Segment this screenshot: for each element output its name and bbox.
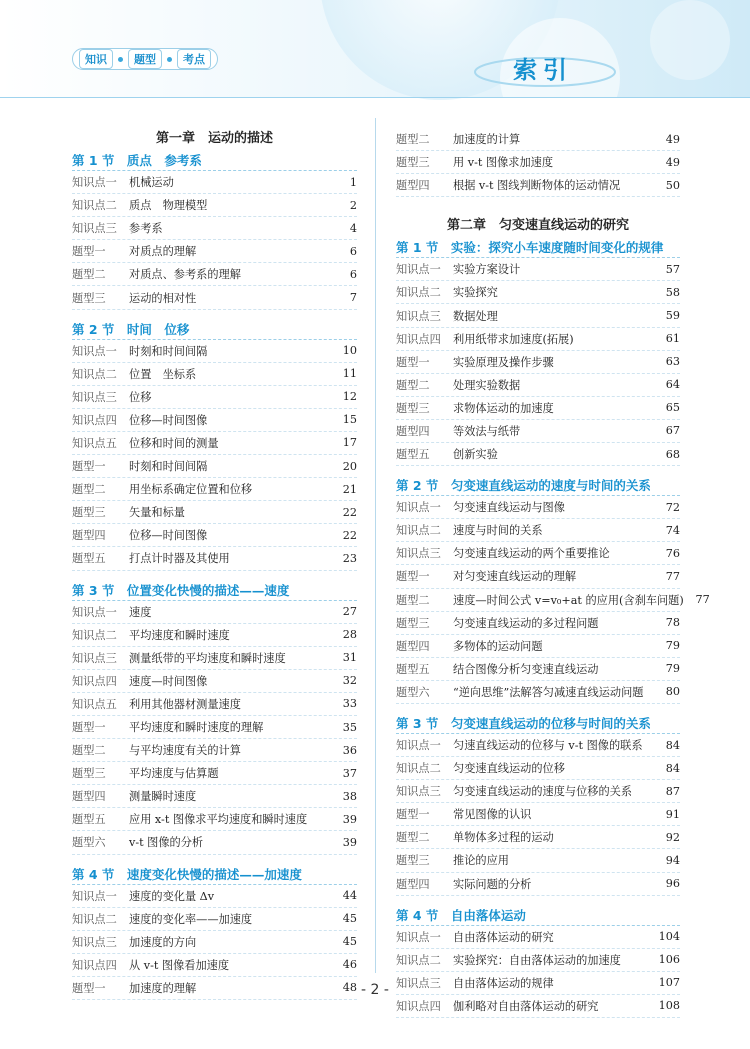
entry-title: 加速度的计算 — [453, 133, 521, 147]
toc-entry[interactable] — [72, 808, 357, 831]
section-spacer — [396, 466, 680, 475]
entry-title: 参考系 — [129, 222, 163, 236]
entry-page: 49 — [665, 155, 680, 169]
entry-title: 加速度的方向 — [129, 935, 197, 949]
entry-title: 匀变速直线运动与图像 — [453, 501, 565, 515]
entry-type: 题型二 — [72, 268, 106, 282]
toc-entry[interactable] — [72, 340, 357, 363]
toc-entry[interactable] — [72, 386, 357, 409]
toc-entry[interactable] — [396, 681, 680, 704]
entry-page: 20 — [342, 459, 357, 473]
entry-type: 知识点四 — [396, 332, 441, 346]
page-header — [0, 0, 750, 98]
entry-page: 77 — [665, 569, 680, 583]
entry-title: 数据处理 — [453, 309, 498, 323]
toc-entry[interactable] — [396, 443, 680, 466]
entry-type: 知识点四 — [72, 958, 117, 972]
section-spacer — [72, 855, 357, 864]
toc-entry[interactable] — [396, 658, 680, 681]
toc-entry[interactable] — [72, 547, 357, 570]
entry-type: 知识点四 — [72, 674, 117, 688]
toc-entry[interactable] — [396, 151, 680, 174]
entry-type: 题型三 — [396, 156, 430, 170]
entry-page: 91 — [665, 807, 680, 821]
section-spacer — [396, 704, 680, 713]
entry-type: 知识点三 — [72, 935, 117, 949]
entry-page: 79 — [665, 639, 680, 653]
entry-type: 题型一 — [72, 981, 106, 995]
toc-entry[interactable] — [396, 328, 680, 351]
entry-page: 67 — [665, 424, 680, 438]
toc-entry[interactable] — [396, 565, 680, 588]
toc-entry[interactable] — [72, 739, 357, 762]
entry-page: 63 — [665, 355, 680, 369]
entry-title: 应用 x-t 图像求平均速度和瞬时速度 — [129, 813, 308, 827]
toc-entry[interactable] — [396, 734, 680, 757]
entry-page: 80 — [665, 685, 680, 699]
entry-title: 利用其他器材测量速度 — [129, 697, 241, 711]
entry-page: 22 — [342, 528, 357, 542]
entry-title: 实验探究：自由落体运动的加速度 — [453, 953, 621, 967]
entry-title: 用 v-t 图像求加速度 — [453, 156, 554, 170]
entry-title: 根据 v-t 图线判断物体的运动情况 — [453, 179, 621, 193]
entry-page: 49 — [665, 132, 680, 146]
entry-title: 结合图像分析匀变速直线运动 — [453, 662, 599, 676]
entry-title: v-t 图像的分析 — [129, 836, 204, 850]
entry-title: 匀变速直线运动的多过程问题 — [453, 616, 599, 630]
entry-title: 创新实验 — [453, 448, 498, 462]
entry-page: 96 — [665, 877, 680, 891]
toc-entry[interactable] — [72, 762, 357, 785]
entry-type: 知识点五 — [72, 436, 117, 450]
entry-title: 时刻和时间间隔 — [129, 460, 208, 474]
entry-page: 45 — [342, 935, 357, 949]
entry-page: 104 — [658, 930, 680, 944]
entry-type: 题型二 — [72, 483, 106, 497]
entry-title: 对质点、参考系的理解 — [129, 268, 241, 282]
chapter-spacer — [396, 197, 680, 215]
entry-page: 78 — [665, 616, 680, 630]
toc-entry[interactable] — [72, 624, 357, 647]
entry-page: 21 — [342, 482, 357, 496]
entry-page: 50 — [665, 178, 680, 192]
entry-type: 知识点一 — [396, 263, 441, 277]
entry-title: 匀变速直线运动的两个重要推论 — [453, 547, 610, 561]
entry-page: 6 — [349, 267, 357, 281]
toc-entry[interactable] — [72, 524, 357, 547]
entry-page: 6 — [349, 244, 357, 258]
entry-title: 伽利略对自由落体运动的研究 — [453, 999, 599, 1013]
entry-title: “逆向思维”法解答匀减速直线运动问题 — [453, 685, 644, 699]
entry-page: 107 — [658, 976, 680, 990]
entry-title: 等效法与纸带 — [453, 424, 521, 438]
entry-type: 题型一 — [396, 355, 430, 369]
page-title: 索引 — [513, 56, 573, 84]
entry-type: 题型一 — [396, 570, 430, 584]
entry-page: 65 — [665, 401, 680, 415]
entry-title: 矢量和标量 — [129, 506, 185, 520]
entry-page: 4 — [349, 221, 357, 235]
entry-type: 知识点一 — [396, 501, 441, 515]
entry-page: 28 — [342, 628, 357, 642]
entry-page: 2 — [349, 198, 357, 212]
toc-entry[interactable] — [396, 873, 680, 896]
entry-page: 32 — [342, 674, 357, 688]
toc-entry[interactable] — [72, 954, 357, 977]
entry-page: 1 — [349, 175, 357, 189]
entry-page: 61 — [665, 332, 680, 346]
entry-title: 机械运动 — [129, 176, 174, 190]
toc-entry[interactable] — [72, 670, 357, 693]
entry-type: 知识点二 — [396, 524, 441, 538]
toc-entry[interactable] — [396, 304, 680, 327]
entry-title: 速度的变化量 Δv — [129, 889, 215, 903]
entry-type: 题型五 — [396, 448, 430, 462]
entry-type: 知识点三 — [396, 547, 441, 561]
toc-entry[interactable] — [72, 263, 357, 286]
entry-page: 87 — [665, 784, 680, 798]
entry-title: 对质点的理解 — [129, 245, 197, 259]
entry-title: 速度—时间公式 v=v₀+at 的应用(含刹车问题) — [453, 593, 684, 607]
entry-title: 处理实验数据 — [453, 378, 521, 392]
entry-page: 31 — [342, 651, 357, 665]
entry-page: 106 — [658, 953, 680, 967]
entry-type: 知识点三 — [72, 222, 117, 236]
toc-entry[interactable] — [396, 281, 680, 304]
entry-page: 12 — [342, 390, 357, 404]
entry-type: 题型四 — [72, 790, 106, 804]
entry-type: 知识点二 — [396, 953, 441, 967]
entry-page: 68 — [665, 447, 680, 461]
toc-entry[interactable] — [72, 286, 357, 309]
entry-type: 题型三 — [72, 767, 106, 781]
entry-title: 自由落体运动的研究 — [453, 930, 554, 944]
entry-type: 题型二 — [72, 744, 106, 758]
chapter-title: 第二章 匀变速直线运动的研究 — [446, 218, 629, 234]
entry-title: 加速度的理解 — [129, 981, 197, 995]
toc-entry[interactable] — [396, 542, 680, 565]
entry-type: 知识点四 — [72, 413, 117, 427]
toc-entry[interactable] — [396, 826, 680, 849]
entry-type: 题型三 — [72, 506, 106, 520]
entry-type: 题型四 — [396, 179, 430, 193]
entry-type: 知识点二 — [396, 286, 441, 300]
toc-entry[interactable] — [72, 693, 357, 716]
entry-type: 题型二 — [396, 593, 430, 607]
entry-type: 题型一 — [72, 245, 106, 259]
entry-title: 匀变速直线运动的位移 — [453, 762, 565, 776]
entry-page: 15 — [342, 413, 357, 427]
section-title[interactable]: 第 4 节 自由落体运动 — [396, 905, 680, 926]
section-title[interactable]: 第 3 节 匀变速直线运动的位移与时间的关系 — [396, 713, 680, 734]
entry-type: 知识点一 — [72, 889, 117, 903]
entry-page: 10 — [342, 344, 357, 358]
toc-entry[interactable] — [396, 849, 680, 872]
entry-title: 平均速度和瞬时速度 — [129, 628, 230, 642]
entry-page: 46 — [342, 958, 357, 972]
entry-type: 知识点二 — [72, 367, 117, 381]
section-title[interactable]: 第 1 节 质点 参考系 — [72, 150, 357, 171]
toc-entry[interactable] — [72, 785, 357, 808]
toc-entry[interactable] — [72, 409, 357, 432]
toc-entry[interactable] — [72, 931, 357, 954]
entry-title: 匀速直线运动的位移与 v-t 图像的联系 — [453, 739, 643, 753]
entry-type: 题型四 — [396, 424, 430, 438]
header-badges — [72, 48, 218, 70]
toc-entry[interactable] — [396, 612, 680, 635]
entry-type: 知识点二 — [396, 762, 441, 776]
entry-type: 知识点一 — [396, 739, 441, 753]
entry-page: 79 — [665, 662, 680, 676]
toc-entry[interactable] — [396, 420, 680, 443]
section-spacer — [72, 310, 357, 319]
badge-question-type: 题型 — [128, 49, 162, 69]
toc-entry[interactable] — [72, 501, 357, 524]
entry-type: 知识点二 — [72, 912, 117, 926]
entry-type: 知识点三 — [396, 976, 441, 990]
entry-type: 知识点四 — [396, 999, 441, 1013]
entry-title: 对匀变速直线运动的理解 — [453, 570, 577, 584]
entry-title: 打点计时器及其使用 — [129, 552, 230, 566]
entry-type: 题型六 — [72, 836, 106, 850]
entry-page: 77 — [695, 593, 710, 607]
toc-entry[interactable] — [396, 757, 680, 780]
toc-entry[interactable] — [72, 647, 357, 670]
entry-type: 知识点一 — [72, 605, 117, 619]
entry-title: 常见图像的认识 — [453, 808, 532, 822]
toc-entry[interactable] — [72, 171, 357, 194]
entry-page: 72 — [665, 500, 680, 514]
entry-title: 匀变速直线运动的速度与位移的关系 — [453, 785, 633, 799]
toc-entry[interactable] — [72, 217, 357, 240]
toc-entry[interactable] — [72, 194, 357, 217]
entry-page: 17 — [342, 436, 357, 450]
entry-title: 求物体运动的加速度 — [453, 401, 554, 415]
toc-entry[interactable] — [72, 240, 357, 263]
entry-page: 108 — [658, 999, 680, 1013]
entry-type: 题型三 — [396, 401, 430, 415]
entry-type: 题型一 — [72, 721, 106, 735]
entry-title: 利用纸带求加速度(拓展) — [453, 332, 574, 346]
entry-page: 23 — [342, 551, 357, 565]
section-title[interactable]: 第 4 节 速度变化快慢的描述——加速度 — [72, 864, 357, 885]
entry-title: 位置 坐标系 — [129, 367, 197, 381]
toc-entry[interactable] — [396, 258, 680, 281]
entry-page: 76 — [665, 546, 680, 560]
entry-title: 推论的应用 — [453, 854, 509, 868]
left-column — [72, 128, 357, 1000]
toc-entry[interactable] — [396, 519, 680, 542]
toc-entry[interactable] — [72, 455, 357, 478]
entry-page: 84 — [665, 761, 680, 775]
entry-title: 测量纸带的平均速度和瞬时速度 — [129, 651, 286, 665]
badge-separator-dot — [167, 57, 172, 62]
entry-title: 速度的变化率——加速度 — [129, 912, 253, 926]
entry-title: 平均速度与估算题 — [129, 767, 219, 781]
entry-type: 知识点三 — [72, 651, 117, 665]
entry-title: 自由落体运动的规律 — [453, 976, 554, 990]
entry-title: 质点 物理模型 — [129, 199, 208, 213]
toc-entry[interactable] — [396, 589, 710, 612]
entry-page: 92 — [665, 830, 680, 844]
toc-entry[interactable] — [396, 496, 680, 519]
entry-page: 11 — [342, 367, 357, 381]
entry-title: 位移—时间图像 — [129, 529, 208, 543]
entry-page: 37 — [342, 766, 357, 780]
entry-page: 48 — [342, 981, 357, 995]
toc-entry[interactable] — [396, 780, 680, 803]
entry-page: 35 — [342, 720, 357, 734]
badge-exam-point: 考点 — [177, 49, 211, 69]
toc-entry[interactable] — [72, 432, 357, 455]
entry-title: 用坐标系确定位置和位移 — [129, 483, 253, 497]
toc-entry[interactable] — [72, 885, 357, 908]
toc-entry[interactable] — [72, 908, 357, 931]
toc-entry[interactable] — [396, 397, 680, 420]
toc-entry[interactable] — [72, 601, 357, 624]
entry-title: 单物体多过程的运动 — [453, 831, 554, 845]
section-title[interactable]: 第 2 节 匀变速直线运动的速度与时间的关系 — [396, 475, 680, 496]
entry-page: 33 — [342, 697, 357, 711]
entry-type: 题型四 — [396, 877, 430, 891]
entry-page: 27 — [342, 605, 357, 619]
entry-title: 实验探究 — [453, 286, 498, 300]
entry-title: 位移和时间的测量 — [129, 436, 219, 450]
right-column — [396, 128, 710, 1018]
entry-type: 知识点二 — [72, 199, 117, 213]
entry-type: 知识点三 — [396, 785, 441, 799]
entry-title: 速度与时间的关系 — [453, 524, 543, 538]
entry-title: 位移 — [129, 390, 152, 404]
entry-title: 多物体的运动问题 — [453, 639, 543, 653]
entry-page: 57 — [665, 262, 680, 276]
entry-title: 实际问题的分析 — [453, 877, 532, 891]
entry-page: 22 — [342, 505, 357, 519]
entry-type: 题型四 — [72, 529, 106, 543]
entry-title: 时刻和时间间隔 — [129, 344, 208, 358]
entry-page: 44 — [342, 889, 357, 903]
entry-type: 知识点二 — [72, 628, 117, 642]
entry-type: 知识点五 — [72, 697, 117, 711]
entry-page: 94 — [665, 853, 680, 867]
entry-type: 知识点一 — [72, 176, 117, 190]
toc-entry[interactable] — [72, 478, 357, 501]
toc-entry[interactable] — [396, 803, 680, 826]
entry-type: 题型六 — [396, 685, 430, 699]
section-spacer — [72, 571, 357, 580]
entry-title: 速度 — [129, 605, 152, 619]
entry-page: 84 — [665, 738, 680, 752]
entry-title: 速度—时间图像 — [129, 674, 208, 688]
entry-page: 59 — [665, 309, 680, 323]
entry-page: 39 — [342, 812, 357, 826]
entry-page: 64 — [665, 378, 680, 392]
entry-title: 实验方案设计 — [453, 263, 521, 277]
entry-type: 题型三 — [396, 854, 430, 868]
toc-entry[interactable] — [396, 635, 680, 658]
entry-type: 知识点三 — [396, 309, 441, 323]
section-spacer — [396, 896, 680, 905]
entry-type: 题型五 — [72, 552, 106, 566]
entry-title: 运动的相对性 — [129, 291, 197, 305]
entry-type: 题型二 — [396, 378, 430, 392]
toc-entry[interactable] — [396, 174, 680, 197]
toc-entry[interactable] — [72, 831, 357, 854]
entry-type: 题型三 — [396, 616, 430, 630]
toc-entry[interactable] — [396, 926, 680, 949]
toc-entry[interactable] — [72, 716, 357, 739]
entry-title: 测量瞬时速度 — [129, 790, 197, 804]
page-number: - 2 - — [361, 982, 389, 998]
entry-type: 题型三 — [72, 291, 106, 305]
toc-entry[interactable] — [396, 374, 680, 397]
entry-type: 题型五 — [72, 813, 106, 827]
toc-entry[interactable] — [396, 949, 680, 972]
entry-title: 与平均速度有关的计算 — [129, 744, 241, 758]
header-rule — [0, 97, 750, 98]
entry-title: 平均速度和瞬时速度的理解 — [129, 721, 264, 735]
badge-knowledge: 知识 — [79, 49, 113, 69]
toc-entry[interactable] — [396, 995, 680, 1018]
entry-page: 74 — [665, 523, 680, 537]
entry-type: 题型四 — [396, 639, 430, 653]
column-divider — [375, 118, 376, 973]
toc-entry[interactable] — [396, 351, 680, 374]
chapter-title: 第一章 运动的描述 — [155, 131, 273, 146]
entry-page: 58 — [665, 285, 680, 299]
entry-type: 知识点一 — [72, 344, 117, 358]
entry-page: 38 — [342, 789, 357, 803]
entry-title: 从 v-t 图像看加速度 — [129, 958, 230, 972]
badge-separator-dot — [118, 57, 123, 62]
section-title[interactable]: 第 1 节 实验：探究小车速度随时间变化的规律 — [396, 237, 680, 258]
toc-entry[interactable] — [72, 363, 357, 386]
entry-title: 位移—时间图像 — [129, 413, 208, 427]
entry-page: 36 — [342, 743, 357, 757]
entry-type: 题型一 — [396, 808, 430, 822]
section-title[interactable]: 第 2 节 时间 位移 — [72, 319, 357, 340]
entry-type: 题型二 — [396, 831, 430, 845]
entry-type: 题型五 — [396, 662, 430, 676]
toc-entry[interactable] — [396, 128, 680, 151]
entry-type: 知识点一 — [396, 930, 441, 944]
entry-page: 45 — [342, 912, 357, 926]
entry-type: 题型二 — [396, 133, 430, 147]
entry-page: 39 — [342, 835, 357, 849]
entry-title: 实验原理及操作步骤 — [453, 355, 554, 369]
entry-type: 题型一 — [72, 460, 106, 474]
entry-page: 7 — [349, 291, 357, 305]
section-title[interactable]: 第 3 节 位置变化快慢的描述——速度 — [72, 580, 357, 601]
entry-type: 知识点三 — [72, 390, 117, 404]
